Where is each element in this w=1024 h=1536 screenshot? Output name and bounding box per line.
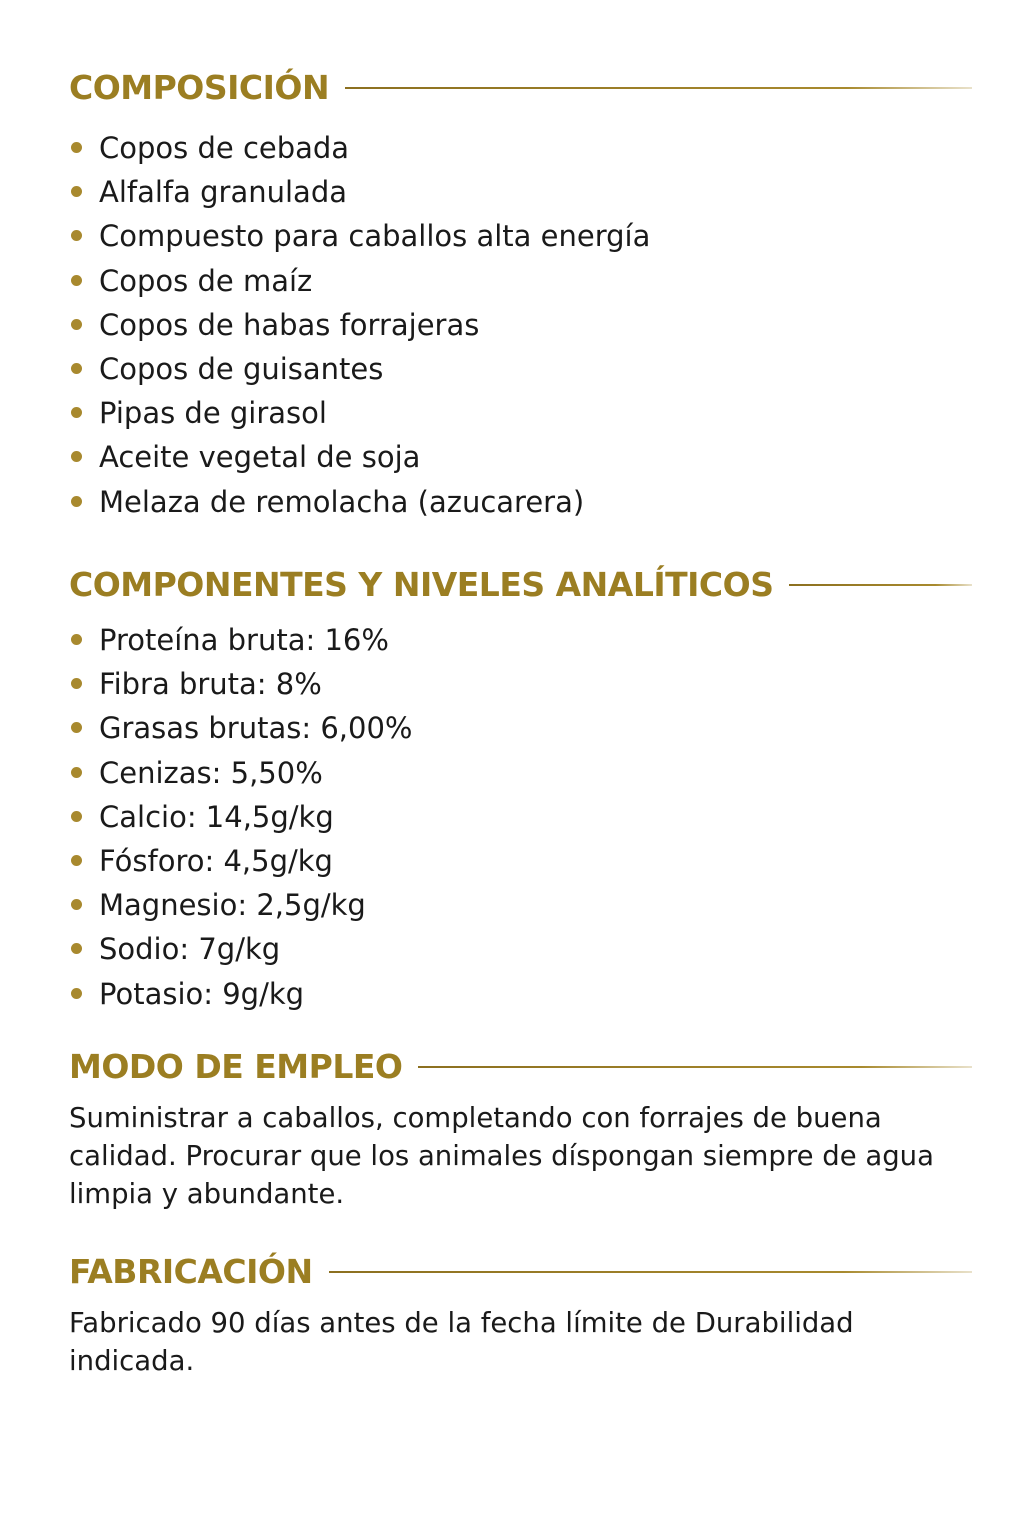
bullet-icon <box>71 186 82 197</box>
fabricacion-divider <box>329 1271 972 1273</box>
list-item <box>69 927 972 971</box>
componentes-list <box>69 618 972 1016</box>
fabricacion-text: Fabricado 90 días antes de la fecha límite de Durabilidad indicada. <box>69 1307 854 1377</box>
bullet-icon <box>71 899 82 910</box>
list-item <box>69 839 972 883</box>
componentes-title: COMPONENTES Y NIVELES ANALÍTICOS <box>69 565 774 604</box>
list-item-text: Pipas de girasol <box>99 396 327 431</box>
modo-empleo-text: Suministrar a caballos, completando con forrajes de buena calidad. Procurar que los animales díspongan siempre de agua limpia y abundante. <box>69 1102 934 1210</box>
list-item-text: Magnesio: 2,5g/kg <box>99 888 366 923</box>
modo-empleo-divider <box>418 1066 972 1068</box>
list-item-text: Calcio: 14,5g/kg <box>99 799 334 834</box>
list-item <box>69 751 972 795</box>
bullet-icon <box>71 275 82 286</box>
bullet-icon <box>71 722 82 733</box>
fabricacion-title: FABRICACIÓN <box>69 1252 313 1291</box>
list-item <box>69 347 972 391</box>
list-item-text: Copos de cebada <box>99 131 350 165</box>
modo-empleo-title: MODO DE EMPLEO <box>69 1047 403 1086</box>
bullet-icon <box>71 451 82 462</box>
list-item <box>69 259 972 303</box>
fabricacion-section <box>69 1250 972 1380</box>
list-item <box>69 214 972 258</box>
list-item <box>69 883 972 927</box>
list-item <box>69 972 972 1016</box>
list-item <box>69 391 972 435</box>
list-item <box>69 170 972 214</box>
bullet-icon <box>71 855 82 866</box>
composicion-list <box>69 126 972 524</box>
list-item-text: Cenizas: 5,50% <box>99 755 323 790</box>
list-item-text: Proteína bruta: 16% <box>99 623 389 657</box>
composicion-divider <box>345 87 972 89</box>
bullet-icon <box>71 678 82 689</box>
list-item-text: Grasas brutas: 6,00% <box>99 711 413 746</box>
componentes-divider <box>789 584 972 586</box>
bullet-icon <box>71 634 82 645</box>
list-item-text: Copos de habas forrajeras <box>99 307 480 342</box>
list-item-text: Potasio: 9g/kg <box>99 976 305 1011</box>
bullet-icon <box>71 767 82 778</box>
modo-empleo-heading-row <box>69 1045 972 1089</box>
bullet-icon <box>71 811 82 822</box>
bullet-icon <box>71 943 82 954</box>
bullet-icon <box>71 319 82 330</box>
list-item <box>69 706 972 750</box>
bullet-icon <box>71 496 82 507</box>
list-item <box>69 618 972 662</box>
componentes-section <box>69 563 972 1016</box>
bullet-icon <box>71 988 82 999</box>
fabricacion-heading-row <box>69 1250 972 1294</box>
list-item-text: Fibra bruta: 8% <box>99 667 322 702</box>
composicion-title: COMPOSICIÓN <box>69 68 330 107</box>
list-item-text: Melaza de remolacha (azucarera) <box>99 484 585 519</box>
composicion-section <box>69 66 972 524</box>
list-item-text: Aceite vegetal de soja <box>99 440 421 475</box>
list-item <box>69 795 972 839</box>
bullet-icon <box>71 142 82 153</box>
list-item-text: Copos de maíz <box>99 263 313 298</box>
modo-empleo-section <box>69 1045 972 1213</box>
list-item <box>69 126 972 170</box>
bullet-icon <box>71 407 82 418</box>
componentes-heading-row <box>69 563 972 607</box>
list-item <box>69 435 972 479</box>
bullet-icon <box>71 230 82 241</box>
list-item-text: Sodio: 7g/kg <box>99 932 281 967</box>
bullet-icon <box>71 363 82 374</box>
list-item <box>69 480 972 524</box>
list-item <box>69 303 972 347</box>
composicion-heading-row <box>69 66 972 110</box>
list-item <box>69 662 972 706</box>
list-item-text: Fósforo: 4,5g/kg <box>99 843 333 878</box>
list-item-text: Copos de guisantes <box>99 351 384 386</box>
list-item-text: Alfalfa granulada <box>99 175 348 210</box>
list-item-text: Compuesto para caballos alta energía <box>99 219 651 254</box>
